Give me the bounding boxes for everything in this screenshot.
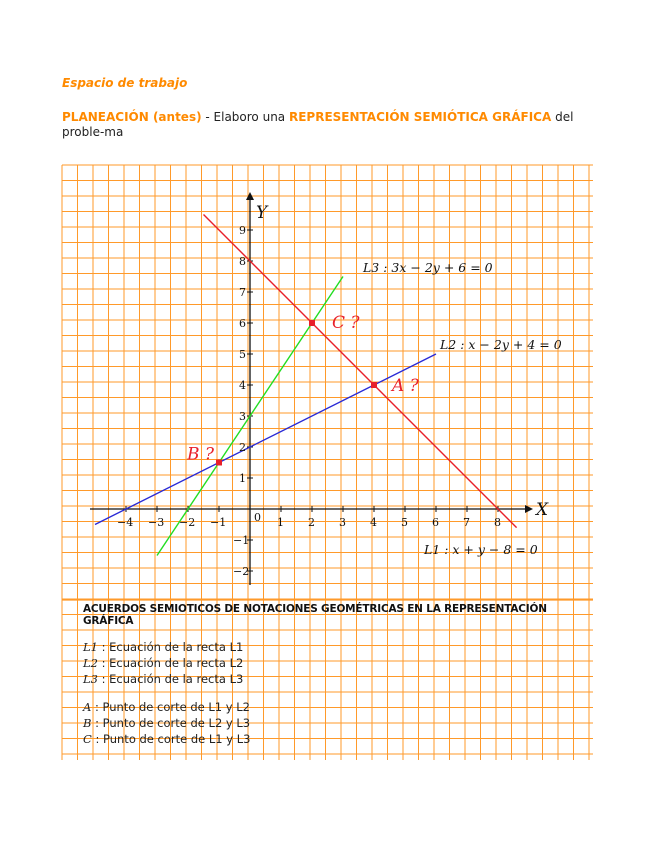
x-tick-label: 1 — [277, 516, 284, 529]
equation-l1: L1 : x + y − 8 = 0 — [424, 542, 538, 557]
y-tick-label: 5 — [239, 348, 246, 361]
y-tick-label: −1 — [233, 534, 250, 547]
x-tick-label: 5 — [401, 516, 408, 529]
x-tick-label: 8 — [494, 516, 501, 529]
representation-label: REPRESENTACIÓN SEMIÓTICA GRÁFICA — [288, 110, 552, 124]
instruction-suffix: del proble-ma — [62, 110, 574, 139]
point-marker — [371, 382, 377, 388]
legend-item-l2: L2 : Ecuación de la recta L2 — [83, 656, 244, 670]
x-tick-label: −2 — [179, 516, 196, 529]
point-marker — [309, 320, 315, 326]
origin-label: 0 — [254, 511, 261, 524]
point-label: C ? — [332, 313, 360, 333]
y-tick-label: 9 — [239, 224, 246, 237]
legend-item-l1: L1 : Ecuación de la recta L1 — [83, 640, 244, 654]
x-tick-label: 6 — [432, 516, 439, 529]
x-tick-label: 2 — [308, 516, 315, 529]
legend-item-a: A : Punto de corte de L1 y L2 — [83, 700, 250, 714]
x-tick-label: 3 — [339, 516, 346, 529]
graph-labels — [117, 203, 562, 578]
legend-item-c: C : Punto de corte de L1 y L3 — [83, 732, 251, 746]
x-tick-label: −3 — [148, 516, 165, 529]
x-tick-label: 4 — [370, 516, 377, 529]
x-tick-label: −4 — [117, 516, 134, 529]
workspace-title: Espacio de trabajo — [62, 76, 188, 90]
legend-box — [63, 600, 593, 747]
instruction-prefix: - Elaboro una — [201, 110, 289, 124]
y-axis-label: Y — [256, 203, 268, 223]
x-tick-label: −1 — [210, 516, 227, 529]
legend-list — [83, 639, 593, 747]
y-tick-label: 6 — [239, 317, 246, 330]
y-tick-label: −2 — [233, 565, 250, 578]
equation-l2: L2 : x − 2y + 4 = 0 — [440, 337, 562, 352]
legend-heading: ACUERDOS SEMIOTICOS DE NOTACIONES GEOMÉTRICAS EN LA REPRESENTACIÓN GRÁFICA — [83, 603, 547, 627]
legend-item-b: B : Punto de corte de L2 y L3 — [83, 716, 251, 730]
y-tick-label: 4 — [239, 379, 246, 392]
legend-item-l3: L3 : Ecuación de la recta L3 — [83, 672, 244, 686]
point-label: B ? — [187, 444, 215, 465]
point-label: A ? — [392, 376, 419, 396]
y-tick-label: 8 — [239, 255, 246, 268]
y-tick-label: 7 — [239, 286, 246, 299]
x-axis-label: X — [536, 500, 549, 520]
y-tick-label: 2 — [239, 441, 246, 454]
y-tick-label: 3 — [239, 410, 246, 423]
line-l2 — [95, 354, 436, 525]
x-tick-label: 7 — [463, 516, 470, 529]
equation-l3: L3 : 3x − 2y + 6 = 0 — [363, 260, 493, 275]
point-marker — [216, 460, 222, 466]
planning-label: PLANEACIÓN (antes) — [62, 110, 202, 124]
y-tick-label: 1 — [239, 472, 246, 485]
